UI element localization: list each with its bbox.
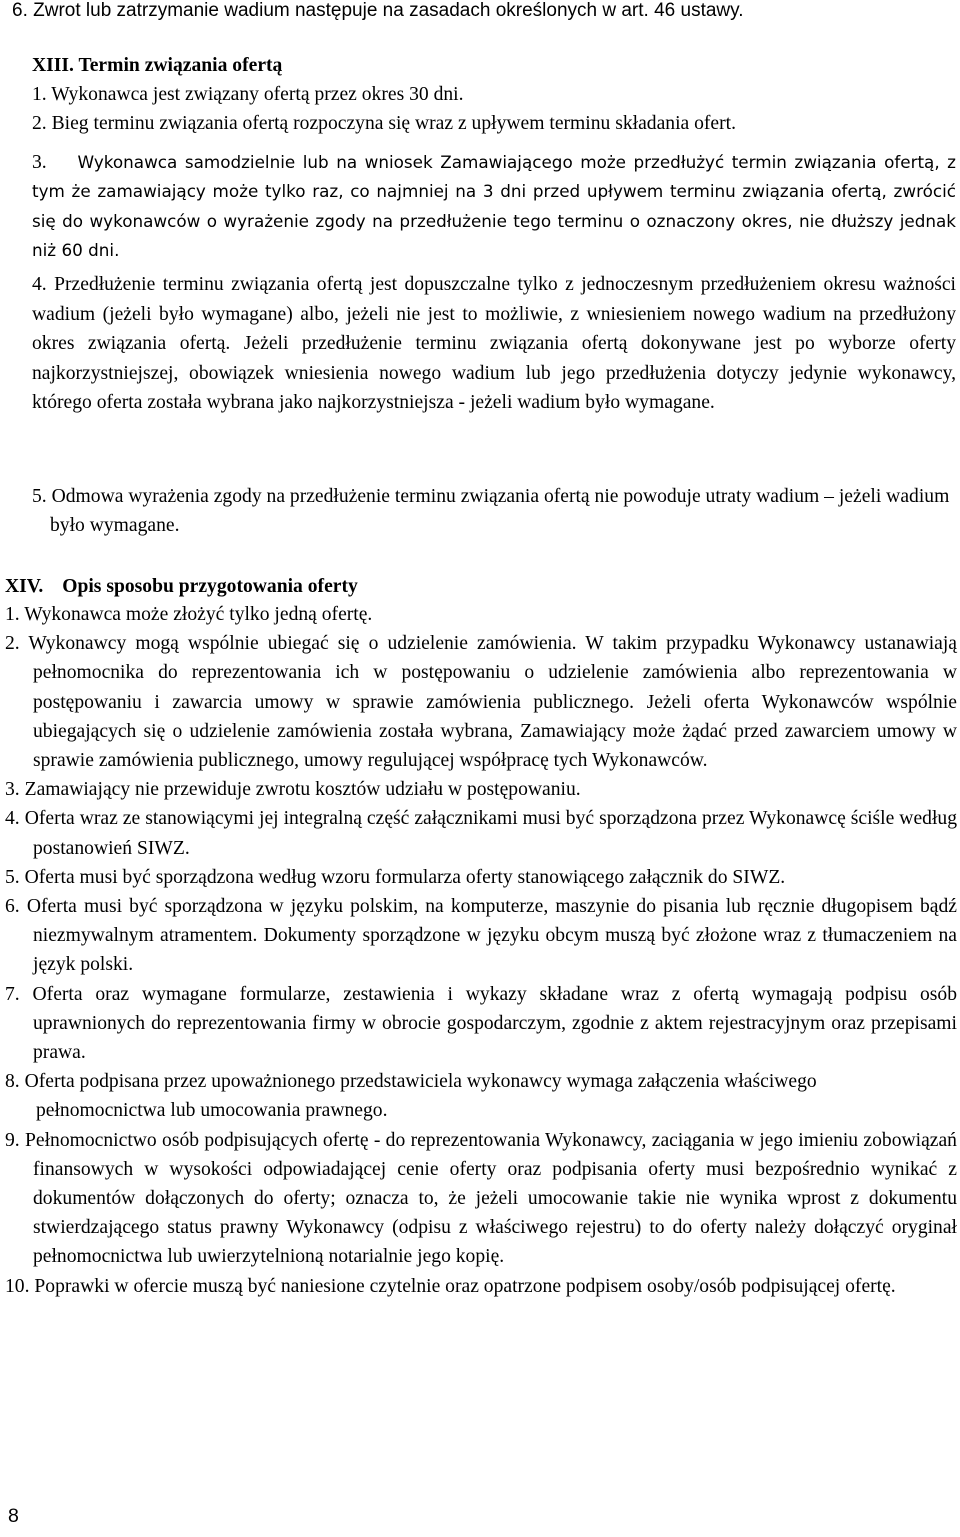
- list-item: 9. Pełnomocnictwo osób podpisujących ofertę - do reprezentowania Wykonawcy, zaciągania w jego imieniu zobowiązań finansowych w wysokości odpowiadającej cenie oferty oraz podpisania oferty musi bezpośrednio wynikać z dokumentów dołączonych do oferty; oznacza to, że jeżeli umocowanie takie nie wynika wprost z dokumentu stwierdzającego status prawny Wykonawcy (odpisu z właściwego rejestru) to do oferty należy dołączyć oryginał pełnomocnictwa lub uwierzytelnioną notarialnie jego kopię.: [5, 1129, 957, 1268]
- list-item: 4. Oferta wraz ze stanowiącymi jej integralną część załącznikami musi być sporządzona przez Wykonawcę ściśle według postanowień SIWZ.: [5, 808, 957, 859]
- section-xiii-item-4: 4. Przedłużenie terminu związania ofertą jest dopuszczalne tylko z jednoczesnym przedłużeniem okresu ważności wadium (jeżeli było wymagane) albo, jeżeli nie jest to możliwie, z wniesieniem nowego wadium na przedłużony okres związania ofertą. Jeżeli przedłużenie terminu związania ofertą dokonywane jest po wyborze oferty najkorzystniejszej, obowiązek wniesienia nowego wadium lub jego przedłużenia dotyczy jedynie wykonawcy, którego oferta została wybrana jako najkorzystniejsza - jeżeli wadium było wymagane.: [32, 274, 957, 414]
- section-xiv-heading: [5, 572, 945, 601]
- section-xiii-item-3-number: 3.: [32, 152, 47, 173]
- section-xiii-item-5: 5. Odmowa wyrażenia zgody na przedłużenie terminu związania ofertą nie powoduje utraty wadium – jeżeli wadium było wymagane.: [32, 486, 950, 537]
- section-xiii-heading: [32, 51, 932, 80]
- item-6-wadium: 6. Zwrot lub zatrzymanie wadium następuje na zasadach określonych w art. 46 ustawy.: [12, 0, 744, 21]
- section-xiii-item-2: 2. Bieg terminu związania ofertą rozpoczyna się wraz z upływem terminu składania ofert.: [32, 113, 736, 134]
- list-item: 3. Zamawiający nie przewiduje zwrotu kosztów udziału w postępowaniu.: [5, 779, 581, 801]
- page-number: 8: [8, 1504, 19, 1527]
- section-xiii-item-1: 1. Wykonawca jest związany ofertą przez okres 30 dni.: [32, 84, 464, 105]
- section-xiii-item-3-text: Wykonawca samodzielnie lub na wniosek Zamawiającego może przedłużyć termin związania ofertą, z tym że zamawiający może tylko raz, co najmniej na 3 dni przed upływem terminu związania ofertą, zwrócić się do wykonawców o wyrażenie zgody na przedłużenie tego terminu o oznaczony okres, nie dłuższy jednak niż 60 dni.: [32, 152, 956, 260]
- section-xiv-title: Opis sposobu przygotowania oferty: [62, 576, 358, 597]
- list-item: 7. Oferta oraz wymagane formularze, zestawienia i wykazy składane wraz z ofertą wymagają podpisu osób uprawnionych do reprezentowania firmy w obrocie gospodarczym, zgodnie z aktem rejestracyjnym oraz przepisami prawa.: [5, 983, 957, 1064]
- list-item: 10. Poprawki w ofercie muszą być naniesione czytelnie oraz opatrzone podpisem osoby/osób podpisującej ofertę.: [5, 1275, 896, 1297]
- list-item: 5. Oferta musi być sporządzona według wzoru formularza oferty stanowiącego załącznik do SIWZ.: [5, 866, 786, 888]
- list-item: 1. Wykonawca może złożyć tylko jedną ofertę.: [5, 604, 373, 625]
- section-xiii-title: XIII. Termin związania ofertą: [32, 55, 283, 76]
- list-item: 8. Oferta podpisana przez upoważnionego przedstawiciela wykonawcy wymaga załączenia właściwego pełnomocnictwa lub umocowania prawnego.: [5, 1071, 817, 1122]
- list-item: 6. Oferta musi być sporządzona w języku polskim, na komputerze, maszynie do pisania lub ręcznie długopisem bądź niezmywalnym atramentem. Dokumenty sporządzone w języku obcym muszą być złożone wraz z tłumaczeniem na język polski.: [5, 896, 957, 976]
- list-item: 2. Wykonawcy mogą wspólnie ubiegać się o udzielenie zamówienia. W takim przypadku Wykonawcy ustanawiają pełnomocnika do reprezentowania ich w postępowaniu o udzielenie zamówienia albo reprezentowania w postępowaniu i zawarcia umowy w sprawie zamówienia publicznego. Jeżeli oferta Wykonawców wspólnie ubiegających się o udzielenie zamówienia została wybrana, Zamawiający może żądać przed zawarciem umowy w sprawie zamówienia publicznego, umowy regulującej współpracę tych Wykonawców.: [5, 633, 957, 772]
- section-xiv-number: XIV.: [5, 576, 44, 597]
- section-xiv-list: [5, 600, 957, 1301]
